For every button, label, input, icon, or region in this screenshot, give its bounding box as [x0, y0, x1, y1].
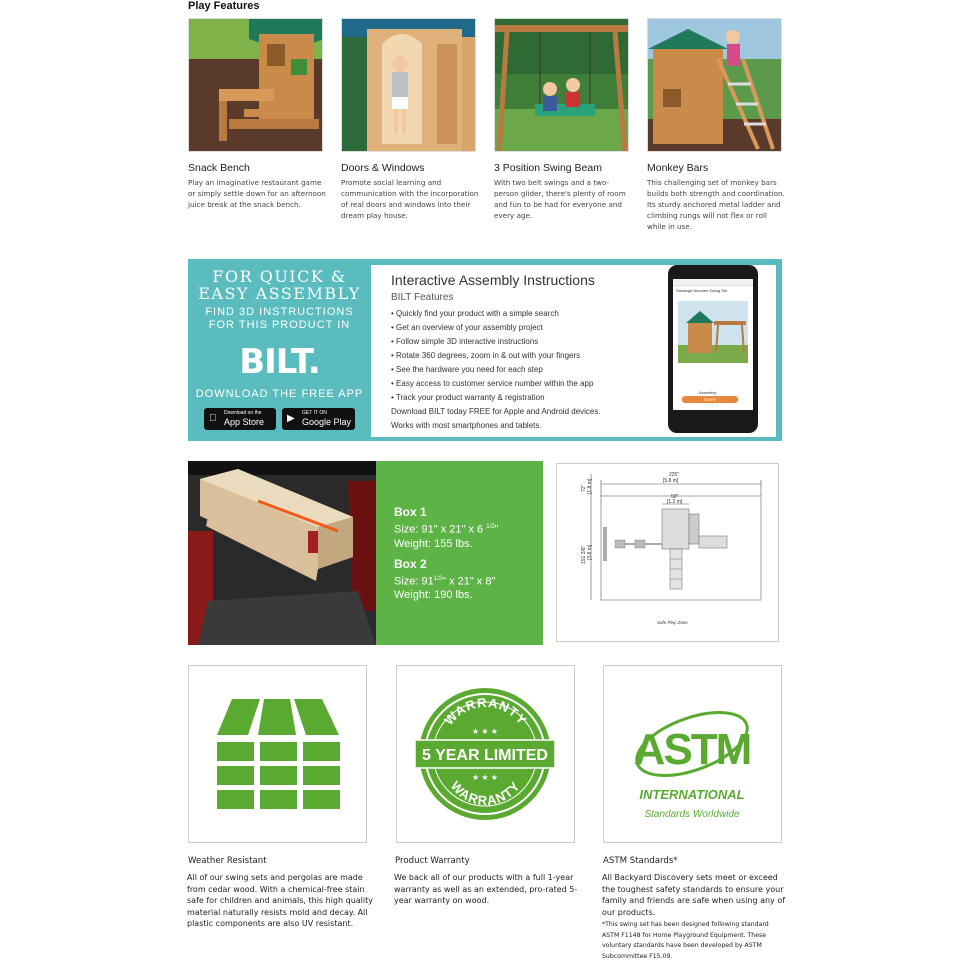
feature-title: Monkey Bars [647, 162, 709, 174]
bilt-promo [188, 259, 371, 441]
section-title: Play Features [188, 0, 260, 12]
phone-screen [673, 279, 753, 410]
height-metric: [3.8 m] [587, 544, 593, 560]
inner-label: 50" [671, 494, 679, 500]
feature-desc: Promote social learning and communication with the incorporation of real doors and windows into their dream play house. [341, 178, 479, 220]
bilt-feature: • Track your product warranty & registration [391, 391, 593, 405]
weather-resistant-title: Weather Resistant [188, 856, 267, 866]
play-icon: ▶ [287, 413, 295, 424]
bilt-logo: BILT. [239, 342, 320, 382]
box2-size: Size: $91^{1/2}$" x 21" x 8" [394, 575, 496, 588]
bilt-feature: • Get an overview of your assembly project [391, 321, 593, 335]
feature-snack-bench [188, 18, 326, 210]
google-play-button[interactable] [282, 408, 355, 430]
warranty-badge [396, 665, 575, 843]
feature-desc: Play an imaginative restaurant game or simply settle down for an afternoon juice break at the snack bench. [188, 178, 326, 209]
svg-text:WARRANTY: WARRANTY [447, 778, 524, 809]
box1-size: Size: 91" x 21" x 6 $^{1/2}$" [394, 523, 499, 536]
feature-doors-windows [341, 18, 479, 221]
product-warranty-desc: We back all of our products with a full 1-year warranty as well as an extended, pro-rated 5-year warranty on wood. [394, 873, 578, 905]
svg-text:★ ★ ★: ★ ★ ★ [472, 727, 498, 736]
phone-assembly-label: Assembly [699, 390, 717, 395]
bilt-feature-list [391, 307, 593, 405]
bilt-line1: FOR QUICK & [212, 267, 347, 286]
side-metric: [1.8 m] [587, 478, 593, 494]
astm-worldwide-text: Standards Worldwide [644, 809, 740, 820]
doors-windows-photo [341, 18, 476, 152]
width-label: 225" [669, 472, 680, 478]
bilt-note [391, 405, 651, 433]
feature-swing-beam [494, 18, 632, 221]
side-label: 72" [581, 484, 587, 492]
weather-resistant-badge [188, 665, 367, 843]
feature-title: Doors & Windows [341, 162, 425, 174]
safe-zone-label: Safe Play Zone [657, 620, 688, 625]
apple-icon [209, 413, 220, 425]
bilt-line3: FIND 3D INSTRUCTIONS [205, 306, 354, 318]
inner-metric: [1.2 m] [667, 499, 683, 505]
feature-title: 3 Position Swing Beam [494, 162, 602, 174]
astm-standards-title: ASTM Standards* [603, 856, 678, 866]
truck-bed-photo [188, 461, 376, 645]
bilt-feature: • Quickly find your product with a simple search [391, 307, 593, 321]
box2-weight: Weight: 190 lbs. [394, 589, 473, 602]
bilt-banner [188, 259, 782, 441]
app-store-label: App Store [224, 417, 265, 427]
warranty-seal-icon [397, 666, 574, 842]
app-store-small: Download on the [224, 410, 262, 416]
svg-text:WARRANTY: WARRANTY [441, 694, 531, 728]
bilt-note-line1: Download BILT today FREE for Apple and Android devices. [391, 407, 601, 416]
monkey-bars-photo [647, 18, 782, 152]
warranty-main-text: 5 YEAR LIMITED [422, 747, 548, 764]
phone-product-name: Saratoga Wooden Swing Set [676, 288, 728, 293]
astm-logo-icon [604, 666, 781, 842]
height-label: 151 3/8" [581, 545, 587, 564]
bilt-feature: • Rotate 360 degrees, zoom in & out with your fingers [391, 349, 593, 363]
phone-product-image [678, 301, 748, 363]
dimension-diagram [556, 463, 779, 642]
svg-text:★ ★ ★: ★ ★ ★ [472, 773, 498, 782]
astm-footnote: *This swing set has been designed following standard ASTM F1148 for Home Playground Equipment. These voluntary standards have been developed by ASTM Subcommittee F15.09. [602, 921, 769, 960]
bilt-note-line2: Works with most smartphones and tablets. [391, 421, 542, 430]
bilt-feature: • See the hardware you need for each step [391, 363, 593, 377]
bilt-line4: FOR THIS PRODUCT IN [208, 319, 351, 331]
width-metric: [5.8 m] [663, 478, 679, 484]
box2-title: Box 2 [394, 556, 427, 571]
phone-start-button[interactable]: START [682, 396, 738, 403]
box-dimensions-panel [376, 461, 543, 645]
google-play-label: Google Play [302, 417, 352, 427]
bilt-info-panel [371, 265, 776, 437]
app-store-button[interactable] [204, 408, 276, 430]
bilt-feature: • Follow simple 3D interactive instructions [391, 335, 593, 349]
bilt-download-text: DOWNLOAD THE FREE APP [195, 388, 364, 400]
box1-title: Box 1 [394, 505, 427, 519]
bilt-feature: • Easy access to customer service number within the app [391, 377, 593, 391]
bilt-subtitle: BILT Features [391, 292, 454, 303]
phone-mockup [668, 265, 758, 433]
box1-weight: Weight: 155 lbs. [394, 537, 473, 550]
feature-desc: This challenging set of monkey bars builds both strength and coordination. Its sturdy anchored metal ladder and climbing rungs will not flex or roll while in use. [647, 178, 785, 231]
snack-bench-photo [188, 18, 323, 152]
feature-monkey-bars [647, 18, 785, 232]
feature-desc: With two belt swings and a two-person glider, there's plenty of room and fun to be had for everyone and every age. [494, 178, 626, 220]
product-warranty-title: Product Warranty [395, 856, 470, 866]
astm-international-text: INTERNATIONAL [639, 787, 745, 802]
swing-beam-photo [494, 18, 629, 152]
google-play-small: GET IT ON [302, 410, 327, 416]
feature-title: Snack Bench [188, 162, 250, 174]
bilt-title: Interactive Assembly Instructions [391, 272, 595, 288]
bilt-line2: EASY ASSEMBLY [198, 284, 361, 303]
weather-resistant-desc: All of our swing sets and pergolas are made from cedar wood. With a chemical-free stain safe for children and animals, this high quality material naturally resists mold and decay. All plastic components are also UV resistant. [187, 873, 373, 928]
astm-badge [603, 665, 782, 843]
astm-standards-desc: All Backyard Discovery sets meet or exceed the toughest safety standards to ensure your family and friends are safe when using any of our products. [602, 873, 786, 917]
astm-logo-text: ASTM [633, 725, 751, 774]
wood-planks-icon [189, 666, 366, 842]
